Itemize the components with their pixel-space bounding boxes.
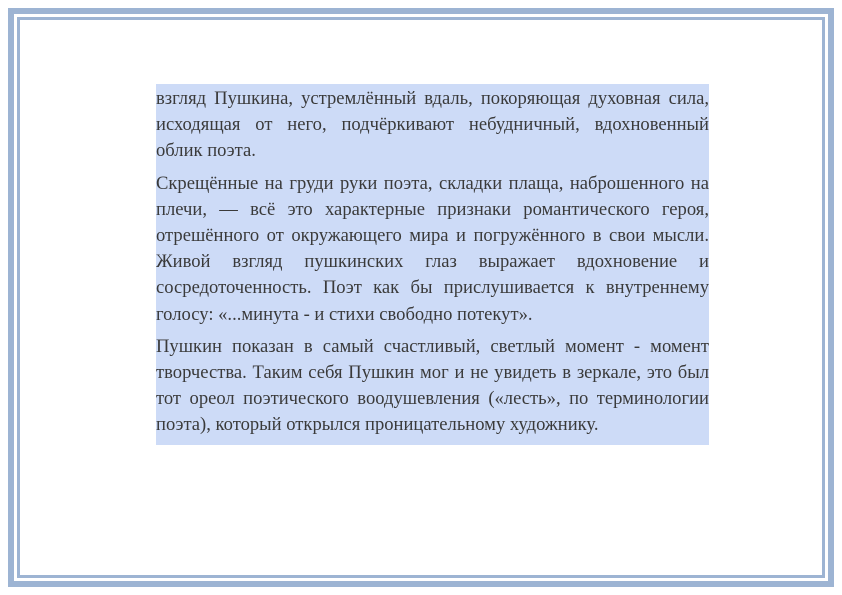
paragraph-2: Скрещённые на груди руки поэта, складки плаща, наброшенного на плечи, — всё это характерные признаки романтического героя, отрешённого от окружающего мира и погружённого в свои мысли. Живой взгляд пушкинских глаз выражает вдохновение и сосредоточенность. Поэт как бы прислушивается к внутреннему голосу: «...минута - и стихи свободно потекут». — [156, 172, 709, 325]
slide-text-block — [156, 84, 709, 445]
paragraph-1: взгляд Пушкина, устремлённый вдаль, покоряющая духовная сила, исходящая от него, подчёркивают небудничный, вдохновенный облик поэта. — [156, 88, 709, 162]
paragraph-3: Пушкин показан в самый счастливый, светлый момент - момент творчества. Таким себя Пушкин мог и не увидеть в зеркале, это был тот ореол поэтического воодушевления («лесть», по терминологии поэта), который открылся проницательному художнику. — [156, 335, 709, 436]
